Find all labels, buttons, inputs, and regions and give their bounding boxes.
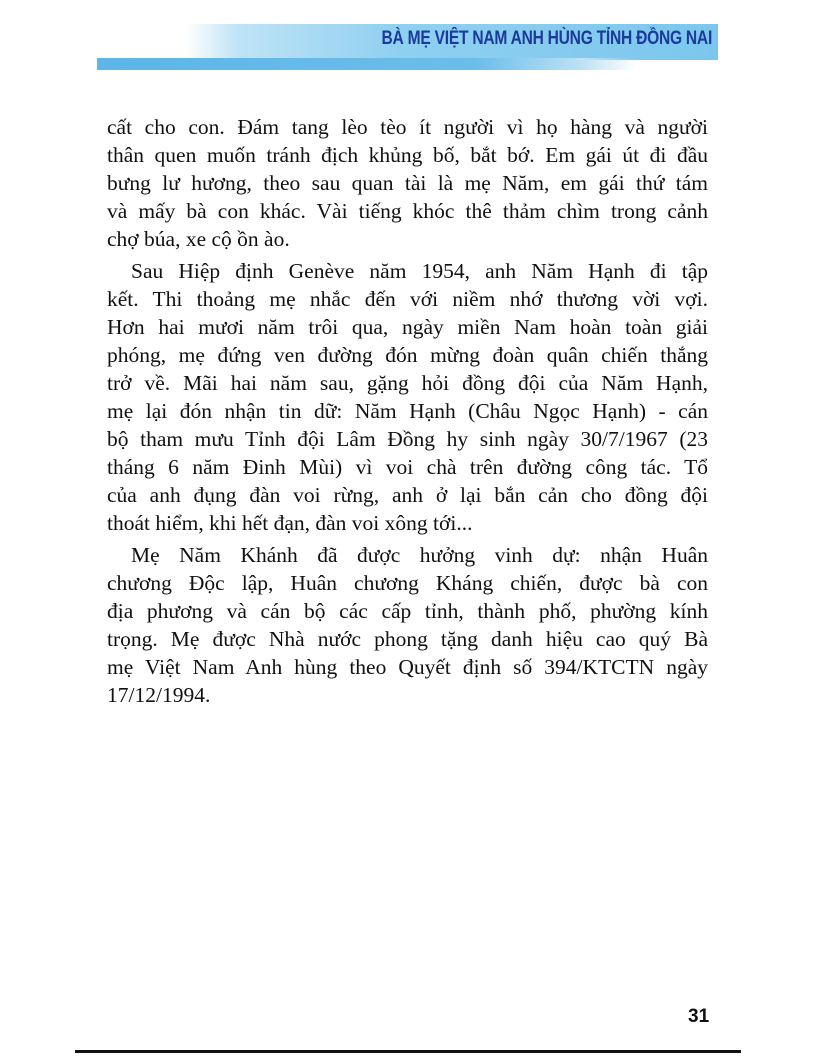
page-number: 31 <box>688 1006 710 1027</box>
paragraph-2 <box>107 257 708 537</box>
text-line: mẹ Việt Nam Anh hùng theo Quyết định số 394/KTCTN ngày <box>107 655 708 679</box>
text-line: 17/12/1994. <box>107 683 211 707</box>
text-line: trọng. Mẹ được Nhà nước phong tặng danh hiệu cao quý Bà <box>107 627 708 651</box>
running-header-title: BÀ MẸ VIỆT NAM ANH HÙNG TỈNH ĐỒNG NAI <box>381 28 712 49</box>
paragraph-1 <box>107 113 708 253</box>
text-line: cất cho con. Đám tang lèo tèo ít người vì họ hàng và người <box>107 115 708 139</box>
text-line: kết. Thi thoảng mẹ nhắc đến với niềm nhớ thương vời vợi. <box>107 287 708 311</box>
text-line: trở về. Mãi hai năm sau, gặng hỏi đồng đội của Năm Hạnh, <box>107 371 708 395</box>
paragraph-3 <box>107 541 708 709</box>
text-line: chợ búa, xe cộ ồn ào. <box>107 227 290 251</box>
header-stripe <box>97 58 637 70</box>
footer-rule <box>75 1050 741 1053</box>
text-line: và mấy bà con khác. Vài tiếng khóc thê thảm chìm trong cảnh <box>107 199 708 223</box>
text-line: của anh đụng đàn voi rừng, anh ở lại bắn cản cho đồng đội <box>107 483 708 507</box>
text-line: phóng, mẹ đứng ven đường đón mừng đoàn quân chiến thắng <box>107 343 708 367</box>
text-line: tháng 6 năm Đinh Mùi) vì voi chà trên đường công tác. Tổ <box>107 455 708 479</box>
text-line: mẹ lại đón nhận tin dữ: Năm Hạnh (Châu Ngọc Hạnh) - cán <box>107 399 708 423</box>
text-line: Sau Hiệp định Genève năm 1954, anh Năm Hạnh đi tập <box>131 259 708 283</box>
text-line: thoát hiểm, khi hết đạn, đàn voi xông tới... <box>107 511 473 535</box>
text-line: địa phương và cán bộ các cấp tỉnh, thành phố, phường kính <box>107 599 708 623</box>
text-line: thân quen muốn tránh địch khủng bố, bắt bớ. Em gái út đi đầu <box>107 143 708 167</box>
text-line: Hơn hai mươi năm trôi qua, ngày miền Nam hoàn toàn giải <box>107 315 708 339</box>
text-line: chương Độc lập, Huân chương Kháng chiến, được bà con <box>107 571 708 595</box>
text-line: Mẹ Năm Khánh đã được hưởng vinh dự: nhận Huân <box>131 543 708 567</box>
text-line: bộ tham mưu Tỉnh đội Lâm Đồng hy sinh ngày 30/7/1967 (23 <box>107 427 708 451</box>
text-line: bưng lư hương, theo sau quan tài là mẹ Năm, em gái thứ tám <box>107 171 708 195</box>
